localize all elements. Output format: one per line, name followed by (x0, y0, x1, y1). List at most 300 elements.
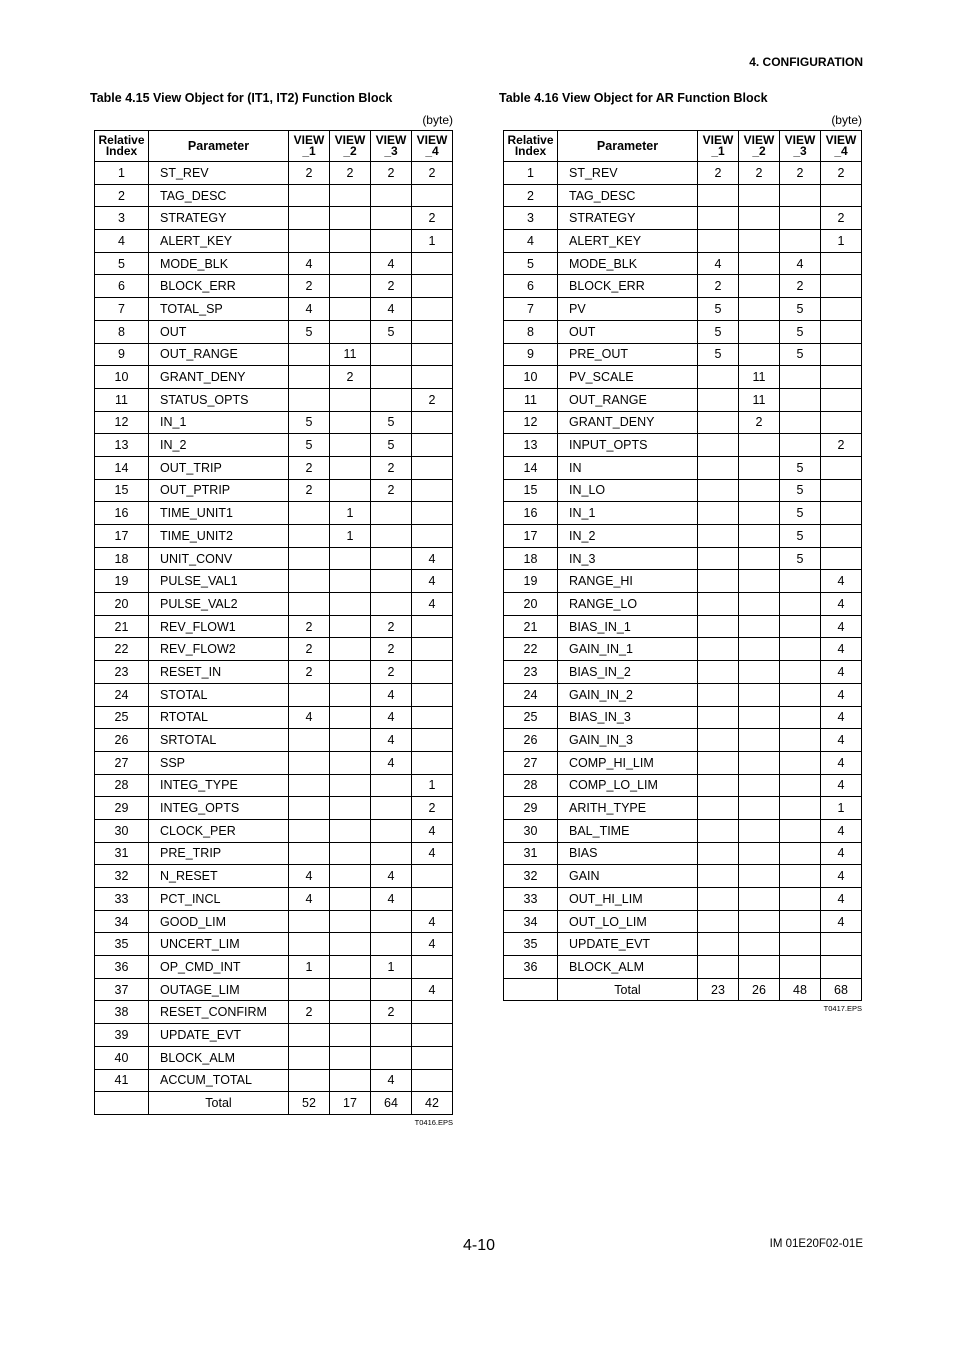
view-4-cell: 2 (821, 207, 862, 230)
parameter-cell: IN_1 (149, 411, 289, 434)
view-1-cell (698, 456, 739, 479)
view-3-cell: 5 (780, 479, 821, 502)
view-1-cell: 2 (289, 162, 330, 185)
view-4-cell (412, 729, 453, 752)
view-2-cell: 1 (330, 525, 371, 548)
view-4-cell (412, 298, 453, 321)
view-3-cell: 4 (780, 252, 821, 275)
parameter-cell: PV_SCALE (558, 366, 698, 389)
table-row (95, 865, 453, 888)
view-1-cell (698, 479, 739, 502)
view-4-cell: 4 (821, 615, 862, 638)
table-row (95, 298, 453, 321)
view-3-cell: 4 (371, 252, 412, 275)
parameter-cell: ALERT_KEY (149, 230, 289, 253)
parameter-cell: COMP_HI_LIM (558, 751, 698, 774)
table-row (95, 230, 453, 253)
table-row (95, 615, 453, 638)
view-3-cell (780, 706, 821, 729)
view-4-cell: 2 (821, 434, 862, 457)
view-2-cell (739, 230, 780, 253)
view-2-cell (739, 434, 780, 457)
view-2-cell (739, 615, 780, 638)
view-2-cell (739, 683, 780, 706)
parameter-cell: RANGE_HI (558, 570, 698, 593)
table-row (95, 910, 453, 933)
table-row (504, 706, 862, 729)
view-4-cell: 4 (821, 865, 862, 888)
view-2-cell (739, 298, 780, 321)
view-3-cell (371, 525, 412, 548)
view-4-cell: 4 (412, 910, 453, 933)
view-3-cell (780, 933, 821, 956)
view-3-cell (371, 1024, 412, 1047)
parameter-cell: GOOD_LIM (149, 910, 289, 933)
view-3-cell: 4 (371, 706, 412, 729)
table-row (504, 320, 862, 343)
view-2-cell (739, 865, 780, 888)
view-1-cell: 5 (289, 411, 330, 434)
table-row (95, 978, 453, 1001)
table-row (504, 819, 862, 842)
view-1-cell: 4 (289, 298, 330, 321)
view-4-cell: 4 (821, 751, 862, 774)
table-row (95, 1024, 453, 1047)
parameter-cell: BAL_TIME (558, 819, 698, 842)
relative-index-cell: 34 (504, 910, 558, 933)
table-row (95, 933, 453, 956)
relative-index-cell: 11 (95, 388, 149, 411)
parameter-cell: OUT_HI_LIM (558, 888, 698, 911)
parameter-cell: IN_3 (558, 547, 698, 570)
view-3-cell: 2 (371, 275, 412, 298)
relative-index-cell: 33 (95, 888, 149, 911)
view-2-cell (739, 888, 780, 911)
parameter-header: Parameter (558, 131, 698, 162)
relative-index-cell: 13 (504, 434, 558, 457)
table-row (95, 706, 453, 729)
view-3-cell: 4 (371, 865, 412, 888)
view-3-cell (780, 729, 821, 752)
view-2-cell (739, 343, 780, 366)
relative-index-cell: 4 (504, 230, 558, 253)
table-row (504, 683, 862, 706)
view-3-cell: 2 (780, 275, 821, 298)
table-row (95, 819, 453, 842)
view-1-cell (698, 729, 739, 752)
view-2-cell (330, 184, 371, 207)
view-3-cell: 5 (780, 456, 821, 479)
view-2-cell (330, 547, 371, 570)
view-3-cell (780, 842, 821, 865)
relative-index-cell: 22 (504, 638, 558, 661)
view-2-cell (739, 547, 780, 570)
parameter-cell: OUT (558, 320, 698, 343)
parameter-cell: OUT_LO_LIM (558, 910, 698, 933)
view-1-cell (289, 1046, 330, 1069)
view-4-cell: 1 (821, 230, 862, 253)
view-1-cell (289, 978, 330, 1001)
parameter-cell: UNIT_CONV (149, 547, 289, 570)
total-view-2: 26 (739, 978, 780, 1001)
parameter-cell: COMP_LO_LIM (558, 774, 698, 797)
parameter-cell: PULSE_VAL2 (149, 593, 289, 616)
parameter-cell: GAIN_IN_2 (558, 683, 698, 706)
view-2-cell (330, 298, 371, 321)
view-2-cell (739, 706, 780, 729)
view-2-cell (330, 388, 371, 411)
table-4-16 (499, 90, 862, 1014)
view-1-cell (698, 502, 739, 525)
view-4-cell (821, 275, 862, 298)
table-row (504, 434, 862, 457)
relative-index-cell: 30 (504, 819, 558, 842)
relative-index-cell: 4 (95, 230, 149, 253)
parameter-cell: GRANT_DENY (558, 411, 698, 434)
view-2-cell (330, 1046, 371, 1069)
view-2-cell (739, 456, 780, 479)
table-row (95, 456, 453, 479)
parameter-cell: GAIN_IN_1 (558, 638, 698, 661)
parameter-cell: TAG_DESC (558, 184, 698, 207)
parameter-cell: UPDATE_EVT (558, 933, 698, 956)
parameter-cell: BIAS_IN_2 (558, 661, 698, 684)
parameter-cell: MODE_BLK (558, 252, 698, 275)
table-row (95, 320, 453, 343)
view-4-cell (412, 434, 453, 457)
relative-index-cell: 28 (95, 774, 149, 797)
view-3-cell (780, 910, 821, 933)
view-2-cell (330, 729, 371, 752)
view-3-cell (371, 388, 412, 411)
total-index-cell (504, 978, 558, 1001)
view-2-header: VIEW _2 (739, 131, 780, 162)
view-2-cell (330, 661, 371, 684)
view-4-cell (412, 456, 453, 479)
relative-index-cell: 27 (95, 751, 149, 774)
parameter-cell: INTEG_OPTS (149, 797, 289, 820)
parameter-cell: OUT_PTRIP (149, 479, 289, 502)
table-row (95, 275, 453, 298)
table-row (504, 162, 862, 185)
view-2-cell (330, 479, 371, 502)
table-row (95, 1046, 453, 1069)
view-2-cell (330, 819, 371, 842)
total-row (95, 1092, 453, 1115)
table-row (504, 615, 862, 638)
view-2-cell: 11 (739, 388, 780, 411)
parameter-cell: ALERT_KEY (558, 230, 698, 253)
view-3-cell (780, 366, 821, 389)
parameter-cell: INPUT_OPTS (558, 434, 698, 457)
table-title: Table 4.16 View Object for AR Function Block (499, 91, 768, 105)
view-4-header: VIEW _4 (412, 131, 453, 162)
parameter-cell: SSP (149, 751, 289, 774)
view-4-cell: 1 (821, 797, 862, 820)
eps-label: T0416.EPS (414, 1117, 453, 1127)
total-label: Total (149, 1092, 289, 1115)
view-1-cell (698, 910, 739, 933)
view-2-cell (330, 593, 371, 616)
view-4-cell (412, 525, 453, 548)
relative-index-cell: 10 (504, 366, 558, 389)
view-2-cell: 11 (739, 366, 780, 389)
total-view-1: 52 (289, 1092, 330, 1115)
view-3-cell (371, 819, 412, 842)
view-3-cell: 4 (371, 1069, 412, 1092)
view-4-cell: 4 (821, 661, 862, 684)
total-view-3: 64 (371, 1092, 412, 1115)
view-1-cell (698, 184, 739, 207)
relative-index-header: Relative Index (95, 131, 149, 162)
relative-index-cell: 16 (504, 502, 558, 525)
section-header: 4. CONFIGURATION (749, 55, 863, 69)
relative-index-cell: 7 (95, 298, 149, 321)
relative-index-cell: 37 (95, 978, 149, 1001)
table-row (95, 434, 453, 457)
view-3-cell: 1 (371, 956, 412, 979)
relative-index-cell: 3 (95, 207, 149, 230)
view-2-cell (330, 456, 371, 479)
view-4-cell (821, 252, 862, 275)
relative-index-cell: 35 (95, 933, 149, 956)
view-3-cell (780, 230, 821, 253)
document-id: IM 01E20F02-01E (769, 1238, 863, 1250)
relative-index-cell: 23 (504, 661, 558, 684)
relative-index-cell: 39 (95, 1024, 149, 1047)
view-2-cell (739, 184, 780, 207)
parameter-cell: IN (558, 456, 698, 479)
parameter-cell: STRATEGY (149, 207, 289, 230)
view-1-cell (289, 230, 330, 253)
relative-index-cell: 21 (504, 615, 558, 638)
view-3-cell: 2 (371, 638, 412, 661)
view-2-cell (330, 570, 371, 593)
parameter-cell: N_RESET (149, 865, 289, 888)
view-1-cell (289, 1024, 330, 1047)
view-3-cell (371, 593, 412, 616)
relative-index-cell: 13 (95, 434, 149, 457)
parameter-cell: STOTAL (149, 683, 289, 706)
table-row (504, 456, 862, 479)
parameter-cell: PRE_TRIP (149, 842, 289, 865)
view-2-cell (330, 978, 371, 1001)
table-title: Table 4.15 View Object for (IT1, IT2) Function Block (90, 91, 393, 105)
relative-index-cell: 19 (504, 570, 558, 593)
relative-index-cell: 25 (95, 706, 149, 729)
view-3-cell (780, 593, 821, 616)
relative-index-cell: 41 (95, 1069, 149, 1092)
view-2-cell (739, 502, 780, 525)
view-4-cell: 4 (412, 819, 453, 842)
parameter-cell: OUT_RANGE (558, 388, 698, 411)
view-4-cell (412, 956, 453, 979)
view-4-cell: 4 (821, 910, 862, 933)
view-3-cell (780, 411, 821, 434)
table-row (504, 207, 862, 230)
table-row (504, 525, 862, 548)
view-1-cell (289, 388, 330, 411)
view-3-cell: 5 (780, 525, 821, 548)
view-3-cell (371, 774, 412, 797)
view-2-cell (739, 252, 780, 275)
view-2-cell (330, 1001, 371, 1024)
view-2-cell (330, 774, 371, 797)
view-3-cell: 2 (371, 456, 412, 479)
view-4-cell (821, 933, 862, 956)
parameter-cell: OUT_TRIP (149, 456, 289, 479)
view-2-cell (739, 797, 780, 820)
view-1-cell (289, 819, 330, 842)
parameter-cell: OP_CMD_INT (149, 956, 289, 979)
relative-index-cell: 40 (95, 1046, 149, 1069)
view-1-cell (698, 751, 739, 774)
view-1-cell (698, 888, 739, 911)
view-2-cell (330, 252, 371, 275)
view-4-cell (412, 366, 453, 389)
view-3-cell (371, 797, 412, 820)
view-4-cell (821, 456, 862, 479)
view-3-cell (780, 615, 821, 638)
parameter-cell: TIME_UNIT2 (149, 525, 289, 548)
parameter-cell: UNCERT_LIM (149, 933, 289, 956)
table-row (95, 842, 453, 865)
view-3-cell: 4 (371, 888, 412, 911)
relative-index-cell: 29 (504, 797, 558, 820)
view-2-cell: 1 (330, 502, 371, 525)
view-2-cell (330, 888, 371, 911)
parameter-cell: PCT_INCL (149, 888, 289, 911)
view-1-cell (698, 797, 739, 820)
parameter-cell: OUT_RANGE (149, 343, 289, 366)
view-2-cell (739, 525, 780, 548)
view-2-cell (739, 910, 780, 933)
view-object-table (94, 130, 453, 1115)
view-4-cell (412, 683, 453, 706)
parameter-cell: TOTAL_SP (149, 298, 289, 321)
view-2-cell: 2 (330, 162, 371, 185)
view-4-cell (821, 184, 862, 207)
view-4-cell: 2 (821, 162, 862, 185)
view-3-cell (371, 343, 412, 366)
relative-index-cell: 27 (504, 751, 558, 774)
table-row (95, 1001, 453, 1024)
view-4-cell (412, 252, 453, 275)
relative-index-cell: 11 (504, 388, 558, 411)
view-1-cell: 2 (289, 661, 330, 684)
view-1-cell: 1 (289, 956, 330, 979)
view-3-cell: 5 (780, 320, 821, 343)
table-row (504, 910, 862, 933)
view-1-cell (698, 547, 739, 570)
view-1-cell (698, 207, 739, 230)
unit-note: (byte) (831, 113, 862, 127)
view-3-cell (780, 434, 821, 457)
relative-index-cell: 36 (95, 956, 149, 979)
table-row (95, 525, 453, 548)
relative-index-cell: 32 (95, 865, 149, 888)
total-view-4: 68 (821, 978, 862, 1001)
view-3-cell (780, 570, 821, 593)
table-row (504, 343, 862, 366)
relative-index-cell: 9 (95, 343, 149, 366)
relative-index-cell: 7 (504, 298, 558, 321)
parameter-cell: TIME_UNIT1 (149, 502, 289, 525)
view-4-cell (412, 751, 453, 774)
view-4-cell (412, 411, 453, 434)
view-1-cell (698, 638, 739, 661)
view-2-cell (739, 638, 780, 661)
view-3-cell: 5 (780, 343, 821, 366)
view-4-cell (412, 706, 453, 729)
relative-index-cell: 29 (95, 797, 149, 820)
view-2-cell (739, 570, 780, 593)
view-1-cell: 2 (289, 1001, 330, 1024)
view-1-cell (289, 593, 330, 616)
table-row (95, 411, 453, 434)
view-4-cell: 4 (821, 706, 862, 729)
view-3-cell (780, 661, 821, 684)
relative-index-cell: 18 (504, 547, 558, 570)
view-4-cell: 4 (412, 547, 453, 570)
table-row (504, 888, 862, 911)
relative-index-cell: 2 (504, 184, 558, 207)
parameter-cell: BLOCK_ALM (558, 956, 698, 979)
view-1-cell (698, 525, 739, 548)
view-4-cell (412, 479, 453, 502)
parameter-cell: ARITH_TYPE (558, 797, 698, 820)
parameter-cell: PRE_OUT (558, 343, 698, 366)
view-2-cell (739, 661, 780, 684)
relative-index-cell: 2 (95, 184, 149, 207)
table-row (95, 593, 453, 616)
relative-index-cell: 14 (504, 456, 558, 479)
view-2-cell (739, 320, 780, 343)
total-view-2: 17 (330, 1092, 371, 1115)
header-row (95, 131, 453, 162)
table-row (95, 162, 453, 185)
parameter-cell: MODE_BLK (149, 252, 289, 275)
table-row (95, 956, 453, 979)
view-4-cell: 4 (821, 638, 862, 661)
view-1-cell (698, 388, 739, 411)
view-1-cell: 2 (698, 162, 739, 185)
view-1-cell: 4 (698, 252, 739, 275)
parameter-cell: ACCUM_TOTAL (149, 1069, 289, 1092)
view-4-cell (821, 298, 862, 321)
view-2-cell (739, 729, 780, 752)
view-1-cell (698, 411, 739, 434)
view-3-cell: 4 (371, 751, 412, 774)
view-3-cell (780, 797, 821, 820)
table-row (95, 479, 453, 502)
view-4-cell (412, 1046, 453, 1069)
view-2-cell (739, 933, 780, 956)
view-2-cell: 11 (330, 343, 371, 366)
relative-index-cell: 22 (95, 638, 149, 661)
page-number: 4-10 (463, 1237, 496, 1254)
view-1-cell: 4 (289, 888, 330, 911)
parameter-cell: GAIN_IN_3 (558, 729, 698, 752)
relative-index-cell: 35 (504, 933, 558, 956)
view-2-cell (330, 683, 371, 706)
view-4-cell (412, 615, 453, 638)
relative-index-cell: 1 (504, 162, 558, 185)
table-row (95, 661, 453, 684)
view-1-cell: 5 (698, 320, 739, 343)
view-3-cell (371, 910, 412, 933)
view-3-cell (371, 502, 412, 525)
